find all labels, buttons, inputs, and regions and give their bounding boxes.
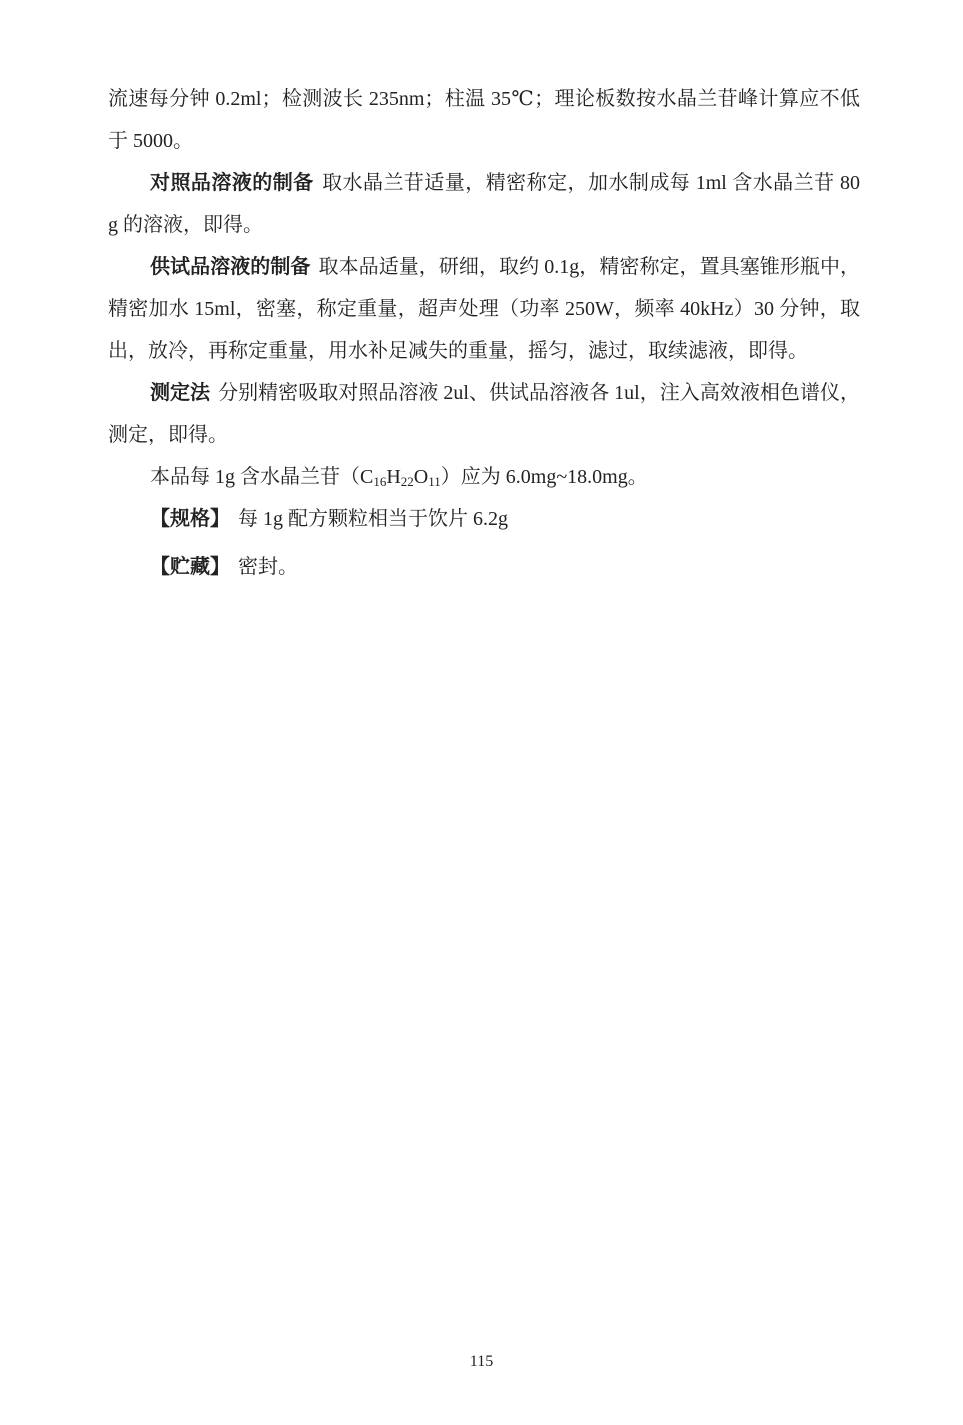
content-suffix: ）应为 6.0mg~18.0mg。 — [440, 466, 648, 488]
storage-heading: 【贮藏】 — [150, 556, 230, 578]
assay-method-heading: 测定法 — [150, 382, 211, 404]
content-statement-paragraph — [108, 456, 860, 498]
reference-solution-heading: 对照品溶液的制备 — [150, 172, 314, 194]
formula-sub-c: 16 — [373, 474, 387, 489]
specification-heading: 【规格】 — [150, 508, 230, 530]
assay-method-paragraph — [108, 372, 860, 456]
formula-sub-h: 22 — [400, 474, 414, 489]
formula-o: O — [413, 466, 429, 488]
formula-h: H — [386, 466, 401, 488]
specification-paragraph — [108, 498, 860, 540]
reference-solution-paragraph — [108, 162, 885, 246]
storage-paragraph — [108, 546, 860, 588]
document-body — [108, 78, 885, 588]
assay-method-text: 分别精密吸取对照品溶液 2ul、供试品溶液各 1ul，注入高效液相色谱仪，测定，即得。 — [108, 382, 860, 446]
sample-solution-heading: 供试品溶液的制备 — [150, 256, 311, 278]
formula-sub-o: 11 — [428, 474, 441, 489]
specification-text: 每 1g 配方颗粒相当于饮片 6.2g — [238, 508, 508, 530]
reference-solution-text: 取水晶兰苷适量，精密称定，加水制成每 1ml 含水晶兰苷 80 g 的溶液，即得。 — [108, 172, 885, 236]
sample-solution-paragraph — [108, 246, 860, 372]
storage-text: 密封。 — [238, 556, 298, 578]
content-prefix: 本品每 1g 含水晶兰苷（C — [150, 466, 374, 488]
page-number: 115 — [469, 1353, 494, 1370]
sample-solution-text: 取本品适量，研细，取约 0.1g，精密称定，置具塞锥形瓶中，精密加水 15ml，密塞，称定重量，超声处理（功率 250W，频率 40kHz）30 分钟，取出，放冷，再称定重量，用水补足减失的重量，摇匀，滤过，取续滤液，即得。 — [108, 256, 861, 362]
flow-rate-paragraph: 流速每分钟 0.2ml；检测波长 235nm；柱温 35℃；理论板数按水晶兰苷峰计算应不低于 5000。 — [108, 88, 860, 152]
